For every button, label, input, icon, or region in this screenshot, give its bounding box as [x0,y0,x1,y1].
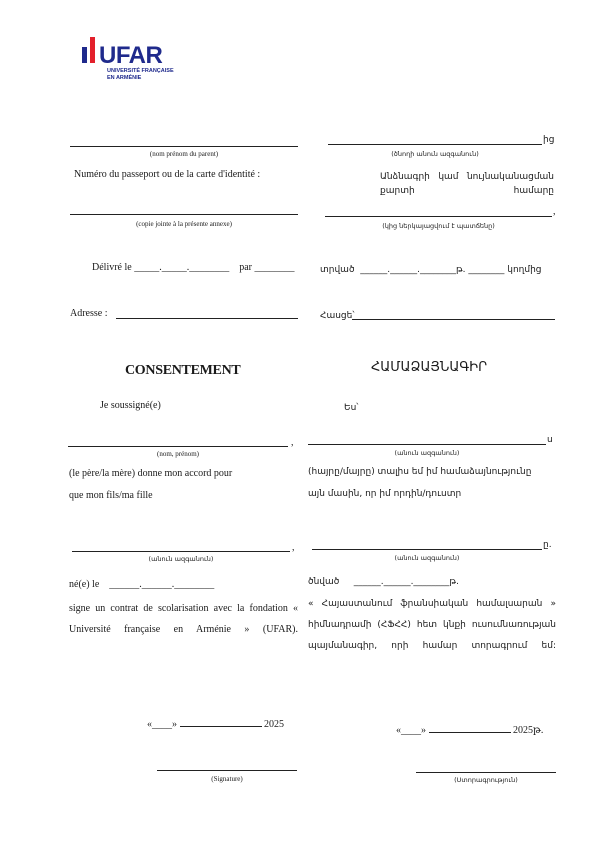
by-suffix-hy: կողմից [507,265,542,275]
date-row-fr [147,716,284,731]
year-hy: 2025թ. [513,725,544,736]
logo-red-bar [90,37,95,63]
born-date-field-hy[interactable]: ______.______.________թ. [353,577,459,587]
consent-line2: que mon fils/ma fille [69,490,153,501]
parent-name-field-hy[interactable] [328,144,542,145]
parent-name-caption-hy: (ծնողի անուն ազգանուն) [391,150,479,158]
signature-field-fr[interactable] [157,770,297,771]
consent-title-hy: ՀԱՄԱՁԱՅՆԱԳԻՐ [371,360,488,375]
consent-line2-hy: այն մասին, որ իմ որդին/դուստր [308,489,462,499]
name-suffix-hy: ս [547,435,553,445]
parent-name-caption: (nom prénom du parent) [149,150,219,158]
born-label: né(e) le [69,579,100,590]
ufar-logo [80,37,200,97]
logo-subtitle-line2: EN ARMÉNIE [107,75,142,81]
by-field-hy[interactable]: ________ [468,265,505,275]
consenter-comma: , [291,437,294,448]
child-suffix-hy: ը. [543,540,552,550]
consenter-name-caption: (nom, prénom) [157,450,199,458]
date-row-hy [396,722,543,737]
issued-row-hy [320,264,542,276]
address-field[interactable] [116,318,298,319]
parent-suffix-hy: ից [543,135,555,145]
par-field[interactable]: ________ [254,262,295,273]
year-fr: 2025 [264,719,284,730]
consenter-name-field[interactable] [68,446,288,447]
month-field-hy[interactable] [429,722,511,733]
signature-caption-hy: (Ստորագրություն) [454,776,518,784]
copy-caption-hy: (կից ներկայացվում է պատճենը) [382,222,495,230]
issued-date-field-hy[interactable]: ______.______.________թ. [360,265,466,275]
month-field-fr[interactable] [180,716,262,727]
born-row [69,579,214,591]
passport-label-hy: Անձնագրի կամ նույնականացման քարտի համարը [380,172,554,196]
address-field-hy[interactable] [352,319,555,320]
undersigned-label: Je soussigné(e) [100,400,161,411]
copy-caption: (copie jointe à la présente annexe) [136,220,232,228]
child-name-caption: (անուն ազգանուն) [148,555,214,563]
logo-subtitle-line1: UNIVERSITÉ FRANÇAISE [107,68,174,74]
contract-text-fr: signe un contrat de scolarisation avec la fondation « Université française en Arménie » (UFAR). [69,603,298,635]
signature-caption-fr: (Signature) [211,775,243,783]
child-name-caption-hy: (անուն ազգանուն) [394,554,460,562]
signature-field-hy[interactable] [416,772,556,773]
contract-text-hy: « Հայաստանում ֆրանսիական համալսարան » հիմնադրամի (ՀՖՀՀ) հետ կնքի ուսումնառության պայմանագիր, որի համար տորագրում եմ: [308,599,556,651]
name-caption-hy: (անուն ազգանուն) [394,449,460,457]
born-row-hy [308,576,459,588]
address-label-hy: Հասցե՝ [320,311,355,321]
delivered-row [92,262,294,274]
born-label-hy: ծնված [308,577,340,587]
born-date-field[interactable]: ______.______.________ [109,579,215,590]
delivered-label: Délivré le [92,262,132,273]
undersigned-label-hy: Ես՝ [344,403,359,413]
passport-label: Numéro du passeport ou de la carte d'identité : [74,169,261,180]
issued-label-hy: տրված [320,265,355,275]
passport-number-field[interactable] [70,214,298,215]
passport-number-field-hy[interactable] [325,216,552,217]
delivered-date-field[interactable]: _____._____.________ [134,262,230,273]
parent-name-field[interactable] [70,146,298,147]
par-label: par [239,262,252,273]
logo-word: UFAR [99,42,163,69]
day-field-hy[interactable]: «____» [396,725,426,736]
child-name-field-hy[interactable] [312,549,542,550]
copy-suffix-hy: , [553,206,556,217]
consent-line1-hy: (հայրը/մայրը) տալիս եմ իմ համաձայնությունը [308,467,532,477]
logo-subtitle [107,68,174,82]
consent-line1: (le père/la mère) donne mon accord pour [69,468,233,479]
child-comma: , [292,542,295,553]
consenter-name-field-hy[interactable] [308,444,546,445]
address-label: Adresse : [70,308,108,319]
logo-blue-bar [82,47,87,63]
consent-title-fr: CONSENTEMENT [125,363,241,378]
day-field-fr[interactable]: «____» [147,719,177,730]
child-name-field[interactable] [72,551,290,552]
